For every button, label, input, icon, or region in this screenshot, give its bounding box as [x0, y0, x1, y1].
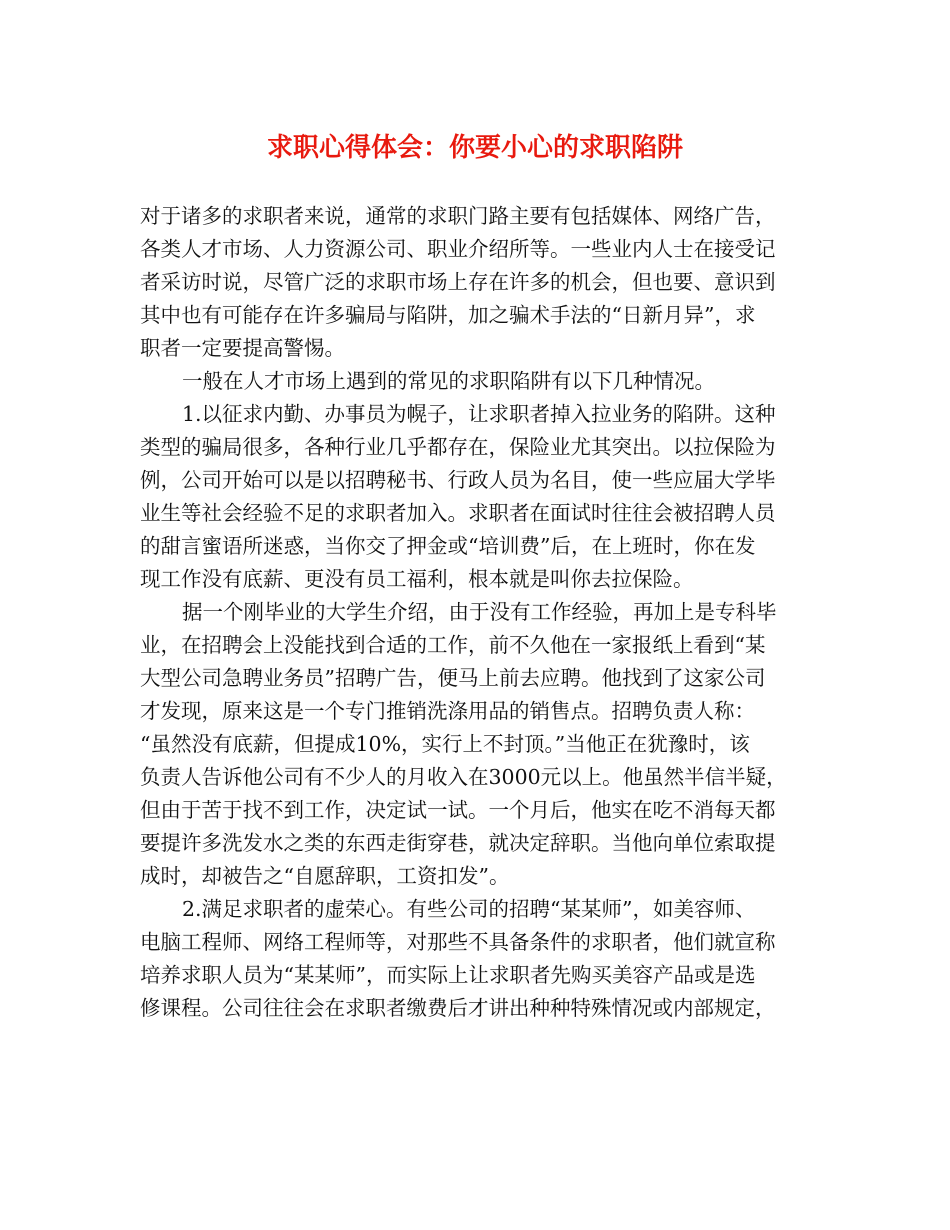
text-line: 成时，却被告之“自愿辞职，工资扣发”。 [140, 864, 510, 888]
text-line: 修课程。公司往往会在求职者缴费后才讲出种种特殊情况或内部规定， [140, 996, 776, 1020]
paragraph-trap-2 [140, 893, 820, 1025]
text-line: 职者一定要提高警惕。 [140, 336, 345, 360]
paragraph-trap-1 [140, 398, 820, 596]
text-line: 业生等社会经验不足的求职者加入。求职者在面试时往往会被招聘人员 [140, 501, 776, 525]
document-title: 求职心得体会：你要小心的求职陷阱 [266, 133, 683, 163]
text-line: 业，在招聘会上没能找到合适的工作，前不久他在一家报纸上看到“某 [140, 633, 766, 657]
text-line: 培养求职人员为“某某师”，而实际上让求职者先购买美容产品或是选 [140, 963, 756, 987]
text-line: 对于诸多的求职者来说，通常的求职门路主要有包括媒体、网络广告， [140, 204, 776, 228]
paragraph-example [140, 596, 820, 893]
text-line: 类型的骗局很多，各种行业几乎都存在，保险业尤其突出。以拉保险为 [140, 435, 776, 459]
text-line: 电脑工程师、网络工程师等，对那些不具备条件的求职者，他们就宣称 [140, 930, 776, 954]
text-line: 各类人才市场、人力资源公司、职业介绍所等。一些业内人士在接受记 [140, 237, 776, 261]
text-line: 据一个刚毕业的大学生介绍，由于没有工作经验，再加上是专科毕 [182, 600, 777, 624]
text-line: 例，公司开始可以是以招聘秘书、行政人员为名目，使一些应届大学毕 [140, 468, 776, 492]
text-line: 大型公司急聘业务员”招聘广告，便马上前去应聘。他找到了这家公司 [140, 666, 766, 690]
text-line: 但由于苦于找不到工作，决定试一试。一个月后，他实在吃不消每天都 [140, 798, 776, 822]
text-line: 一般在人才市场上遇到的常见的求职陷阱有以下几种情况。 [182, 369, 715, 393]
text-line: 2.满足求职者的虚荣心。有些公司的招聘“某某师”，如美容师、 [182, 897, 756, 921]
paragraph-summary [140, 365, 820, 398]
text-line: 负责人告诉他公司有不少人的月收入在3000元以上。他虽然半信半疑， [140, 765, 787, 789]
text-line: 要提许多洗发水之类的东西走街穿巷，就决定辞职。当他向单位索取提 [140, 831, 776, 855]
text-line: 1.以征求内勤、办事员为幌子，让求职者掉入拉业务的陷阱。这种 [182, 402, 776, 426]
document-body [140, 200, 820, 1025]
text-line: 者采访时说，尽管广泛的求职市场上存在许多的机会，但也要、意识到 [140, 270, 776, 294]
text-line: 现工作没有底薪、更没有员工福利，根本就是叫你去拉保险。 [140, 567, 694, 591]
text-line: 的甜言蜜语所迷惑，当你交了押金或“培训费”后，在上班时，你在发 [140, 534, 756, 558]
text-line: “虽然没有底薪，但提成10%，实行上不封顶。”当他正在犹豫时，该 [140, 732, 750, 756]
paragraph-intro [140, 200, 820, 365]
text-line: 才发现，原来这是一个专门推销洗涤用品的销售点。招聘负责人称： [140, 699, 755, 723]
text-line: 其中也有可能存在许多骗局与陷阱，加之骗术手法的“日新月异”，求 [140, 303, 756, 327]
